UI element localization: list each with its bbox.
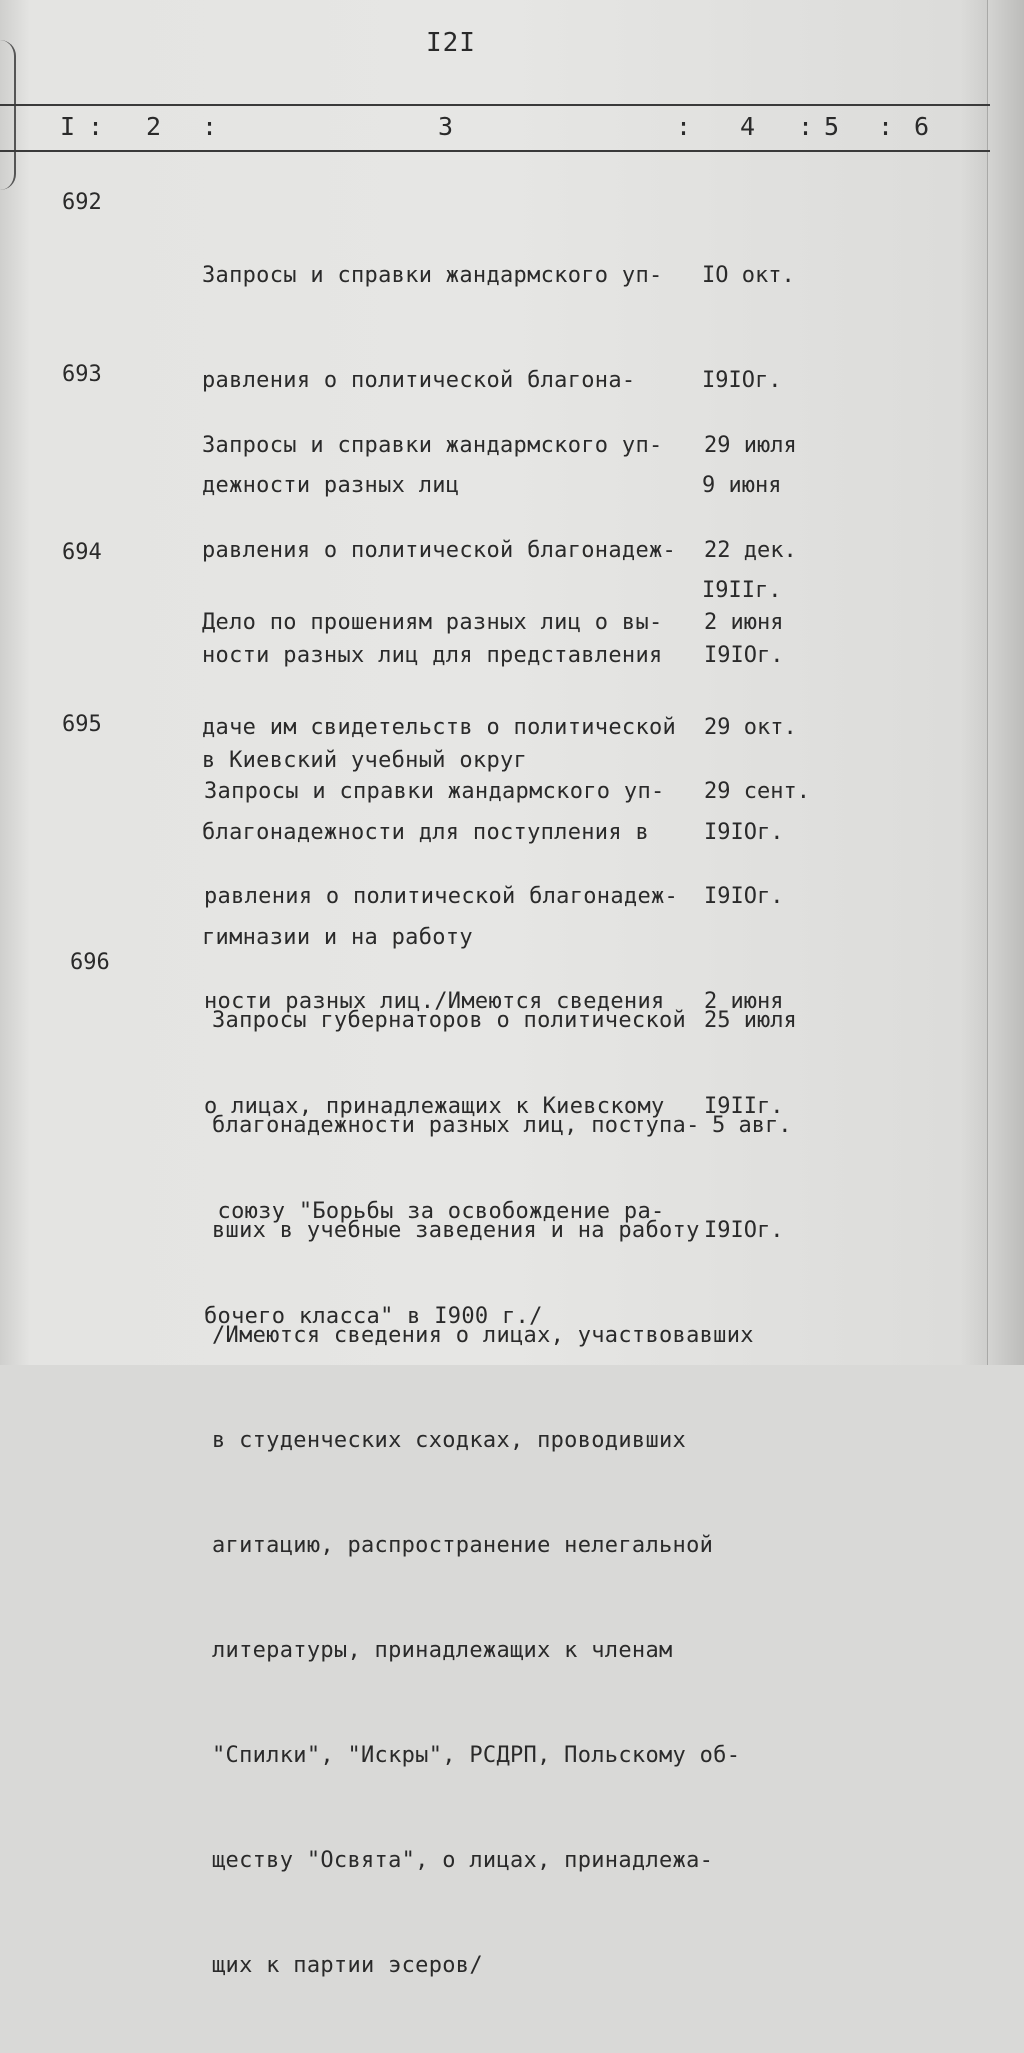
entry-line: Запросы и справки жандармского уп- [202, 263, 663, 288]
entry-line: благонадежности разных лиц, поступа- [212, 1113, 700, 1138]
entry-line: бочего класса" в I900 г./ [204, 1304, 543, 1329]
date-line: I9IIг. [704, 1094, 784, 1119]
entry-number: 696 [70, 950, 110, 975]
entry-line: равления о политической благонадеж- [202, 538, 677, 563]
column-separator: : [88, 112, 104, 141]
column-header-6: 6 [914, 112, 930, 141]
entry-line: в Киевский учебный округ [202, 748, 528, 773]
date-line: 5 авг. [712, 1113, 792, 1138]
entry-line: Запросы и справки жандармского уп- [202, 433, 663, 458]
entry-line: даче им свидетельств о политической [202, 715, 677, 740]
entry-line: равления о политической благонадеж- [204, 884, 679, 909]
entry-number: 695 [62, 712, 102, 737]
entry-line: Дело по прошениям разных лиц о вы- [202, 610, 663, 635]
entry-line: литературы, принадлежащих к членам [212, 1638, 673, 1663]
entry-line: ности разных лиц для представления [202, 643, 663, 668]
header-rule-top [0, 104, 990, 106]
entry-line: ществу "Освята", о лицах, принадлежа- [212, 1848, 714, 1873]
entry-line: Запросы губернаторов о политической [212, 1008, 687, 1033]
page-edge [987, 0, 1024, 1365]
entry-number: 692 [62, 190, 102, 215]
date-line: I9IOг. [704, 884, 784, 909]
date-line: 2 июня [704, 989, 784, 1014]
header-rule-bottom [0, 150, 990, 152]
date-line: IO окт. [702, 263, 795, 288]
entry-line: союзу "Борьбы за освобождение ра- [204, 1199, 665, 1224]
entry-line: в студенческих сходках, проводивших [212, 1428, 687, 1453]
column-separator: : [676, 112, 692, 141]
entry-line: "Спилки", "Искры", РСДРП, Польскому об- [212, 1743, 741, 1768]
entry-line: ности разных лиц./Имеются сведения [204, 989, 665, 1014]
date-line: I9IOг. [704, 820, 784, 845]
entry-number: 694 [62, 540, 102, 565]
date-line: 29 окт. [704, 715, 797, 740]
entry-number: 693 [62, 362, 102, 387]
date-line: 2 июня [704, 610, 784, 635]
date-line: I9IIг. [702, 578, 782, 603]
date-line: 22 дек. [704, 538, 797, 563]
date-line: 9 июня [702, 473, 782, 498]
entry-line: гимназии и на работу [202, 925, 473, 950]
entry-line: благонадежности для поступления в [202, 820, 649, 845]
entry-line: агитацию, распространение нелегальной [212, 1533, 714, 1558]
entry-line: /Имеются сведения о лицах, участвовавших [212, 1323, 754, 1348]
entry-line: щих к партии эсеров/ [212, 1953, 483, 1978]
column-header-1: I [60, 112, 76, 141]
page-number: I2I [426, 28, 476, 58]
entry-dates [704, 933, 797, 1318]
column-separator: : [202, 112, 218, 141]
entry-line: вших в учебные заведения и на работу [212, 1218, 700, 1243]
entry-line: Запросы и справки жандармского уп- [204, 779, 665, 804]
date-line: I9IOг. [704, 643, 784, 668]
binding-edge [0, 40, 16, 190]
entry-description [212, 933, 754, 2053]
date-line: 29 сент. [704, 779, 810, 804]
column-header-2: 2 [146, 112, 162, 141]
entry-line: о лицах, принадлежащих к Киевскому [204, 1094, 665, 1119]
date-line: 25 июля [704, 1008, 797, 1033]
date-line: I9IOг. [704, 1218, 784, 1243]
entry-line: равления о политической благона- [202, 368, 636, 393]
column-header-3: 3 [438, 112, 454, 141]
entry-line: дежности разных лиц [202, 473, 460, 498]
column-header-5: 5 [824, 112, 840, 141]
date-line: 29 июля [704, 433, 797, 458]
column-separator: : [878, 112, 894, 141]
date-line: I9IOг. [702, 368, 782, 393]
column-separator: : [798, 112, 814, 141]
column-header-4: 4 [740, 112, 756, 141]
